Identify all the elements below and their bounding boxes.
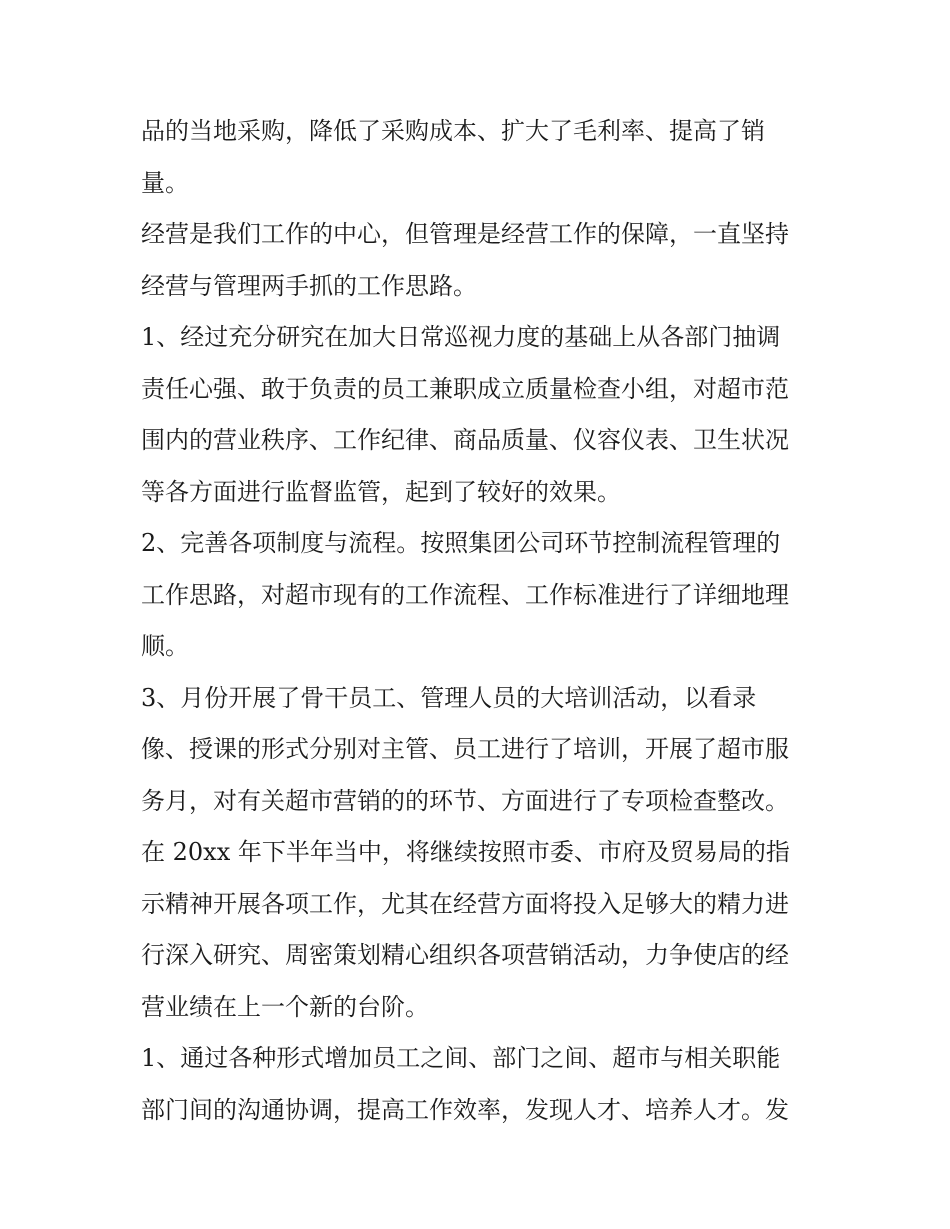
text-line: 务月，对有关超市营销的的环节、方面进行了专项检查整改。	[141, 786, 789, 815]
text-line: 经营与管理两手抓的工作思路。	[141, 271, 477, 300]
text-line: 1、经过充分研究在加大日常巡视力度的基础上从各部门抽调	[141, 323, 781, 351]
text-line: 工作思路，对超市现有的工作流程、工作标准进行了详细地理	[141, 580, 789, 609]
text-line: 围内的营业秩序、工作纪律、商品质量、仪容仪表、卫生状况	[141, 426, 789, 454]
text-line: 量。	[141, 168, 189, 197]
text-line: 3、月份开展了骨干员工、管理人员的大培训活动，以看录	[141, 683, 757, 712]
text-line: 经营是我们工作的中心，但管理是经营工作的保障，一直坚持	[141, 220, 789, 248]
text-line: 像、授课的形式分别对主管、员工进行了培训，开展了超市服	[141, 735, 789, 763]
text-line: 品的当地采购，降低了采购成本、扩大了毛利率、提高了销	[141, 117, 765, 145]
text-line: 营业绩在上一个新的台阶。	[141, 992, 429, 1021]
text-line: 1、通过各种形式增加员工之间、部门之间、超市与相关职能	[141, 1044, 781, 1072]
body-text	[141, 106, 816, 1136]
text-line: 部门间的沟通协调，提高工作效率，发现人才、培养人才。发	[141, 1095, 789, 1124]
text-line: 2、完善各项制度与流程。按照集团公司环节控制流程管理的	[141, 529, 781, 557]
text-line: 示精神开展各项工作，尤其在经营方面将投入足够大的精力进	[141, 889, 789, 918]
text-line: 责任心强、敢于负责的员工兼职成立质量检查小组，对超市范	[141, 374, 789, 403]
text-line: 在 20xx 年下半年当中，将继续按照市委、市府及贸易局的指	[141, 838, 790, 866]
text-line: 等各方面进行监督监管，起到了较好的效果。	[141, 477, 621, 506]
text-line: 顺。	[141, 632, 189, 660]
text-line: 行深入研究、周密策划精心组织各项营销活动，力争使店的经	[141, 941, 789, 969]
